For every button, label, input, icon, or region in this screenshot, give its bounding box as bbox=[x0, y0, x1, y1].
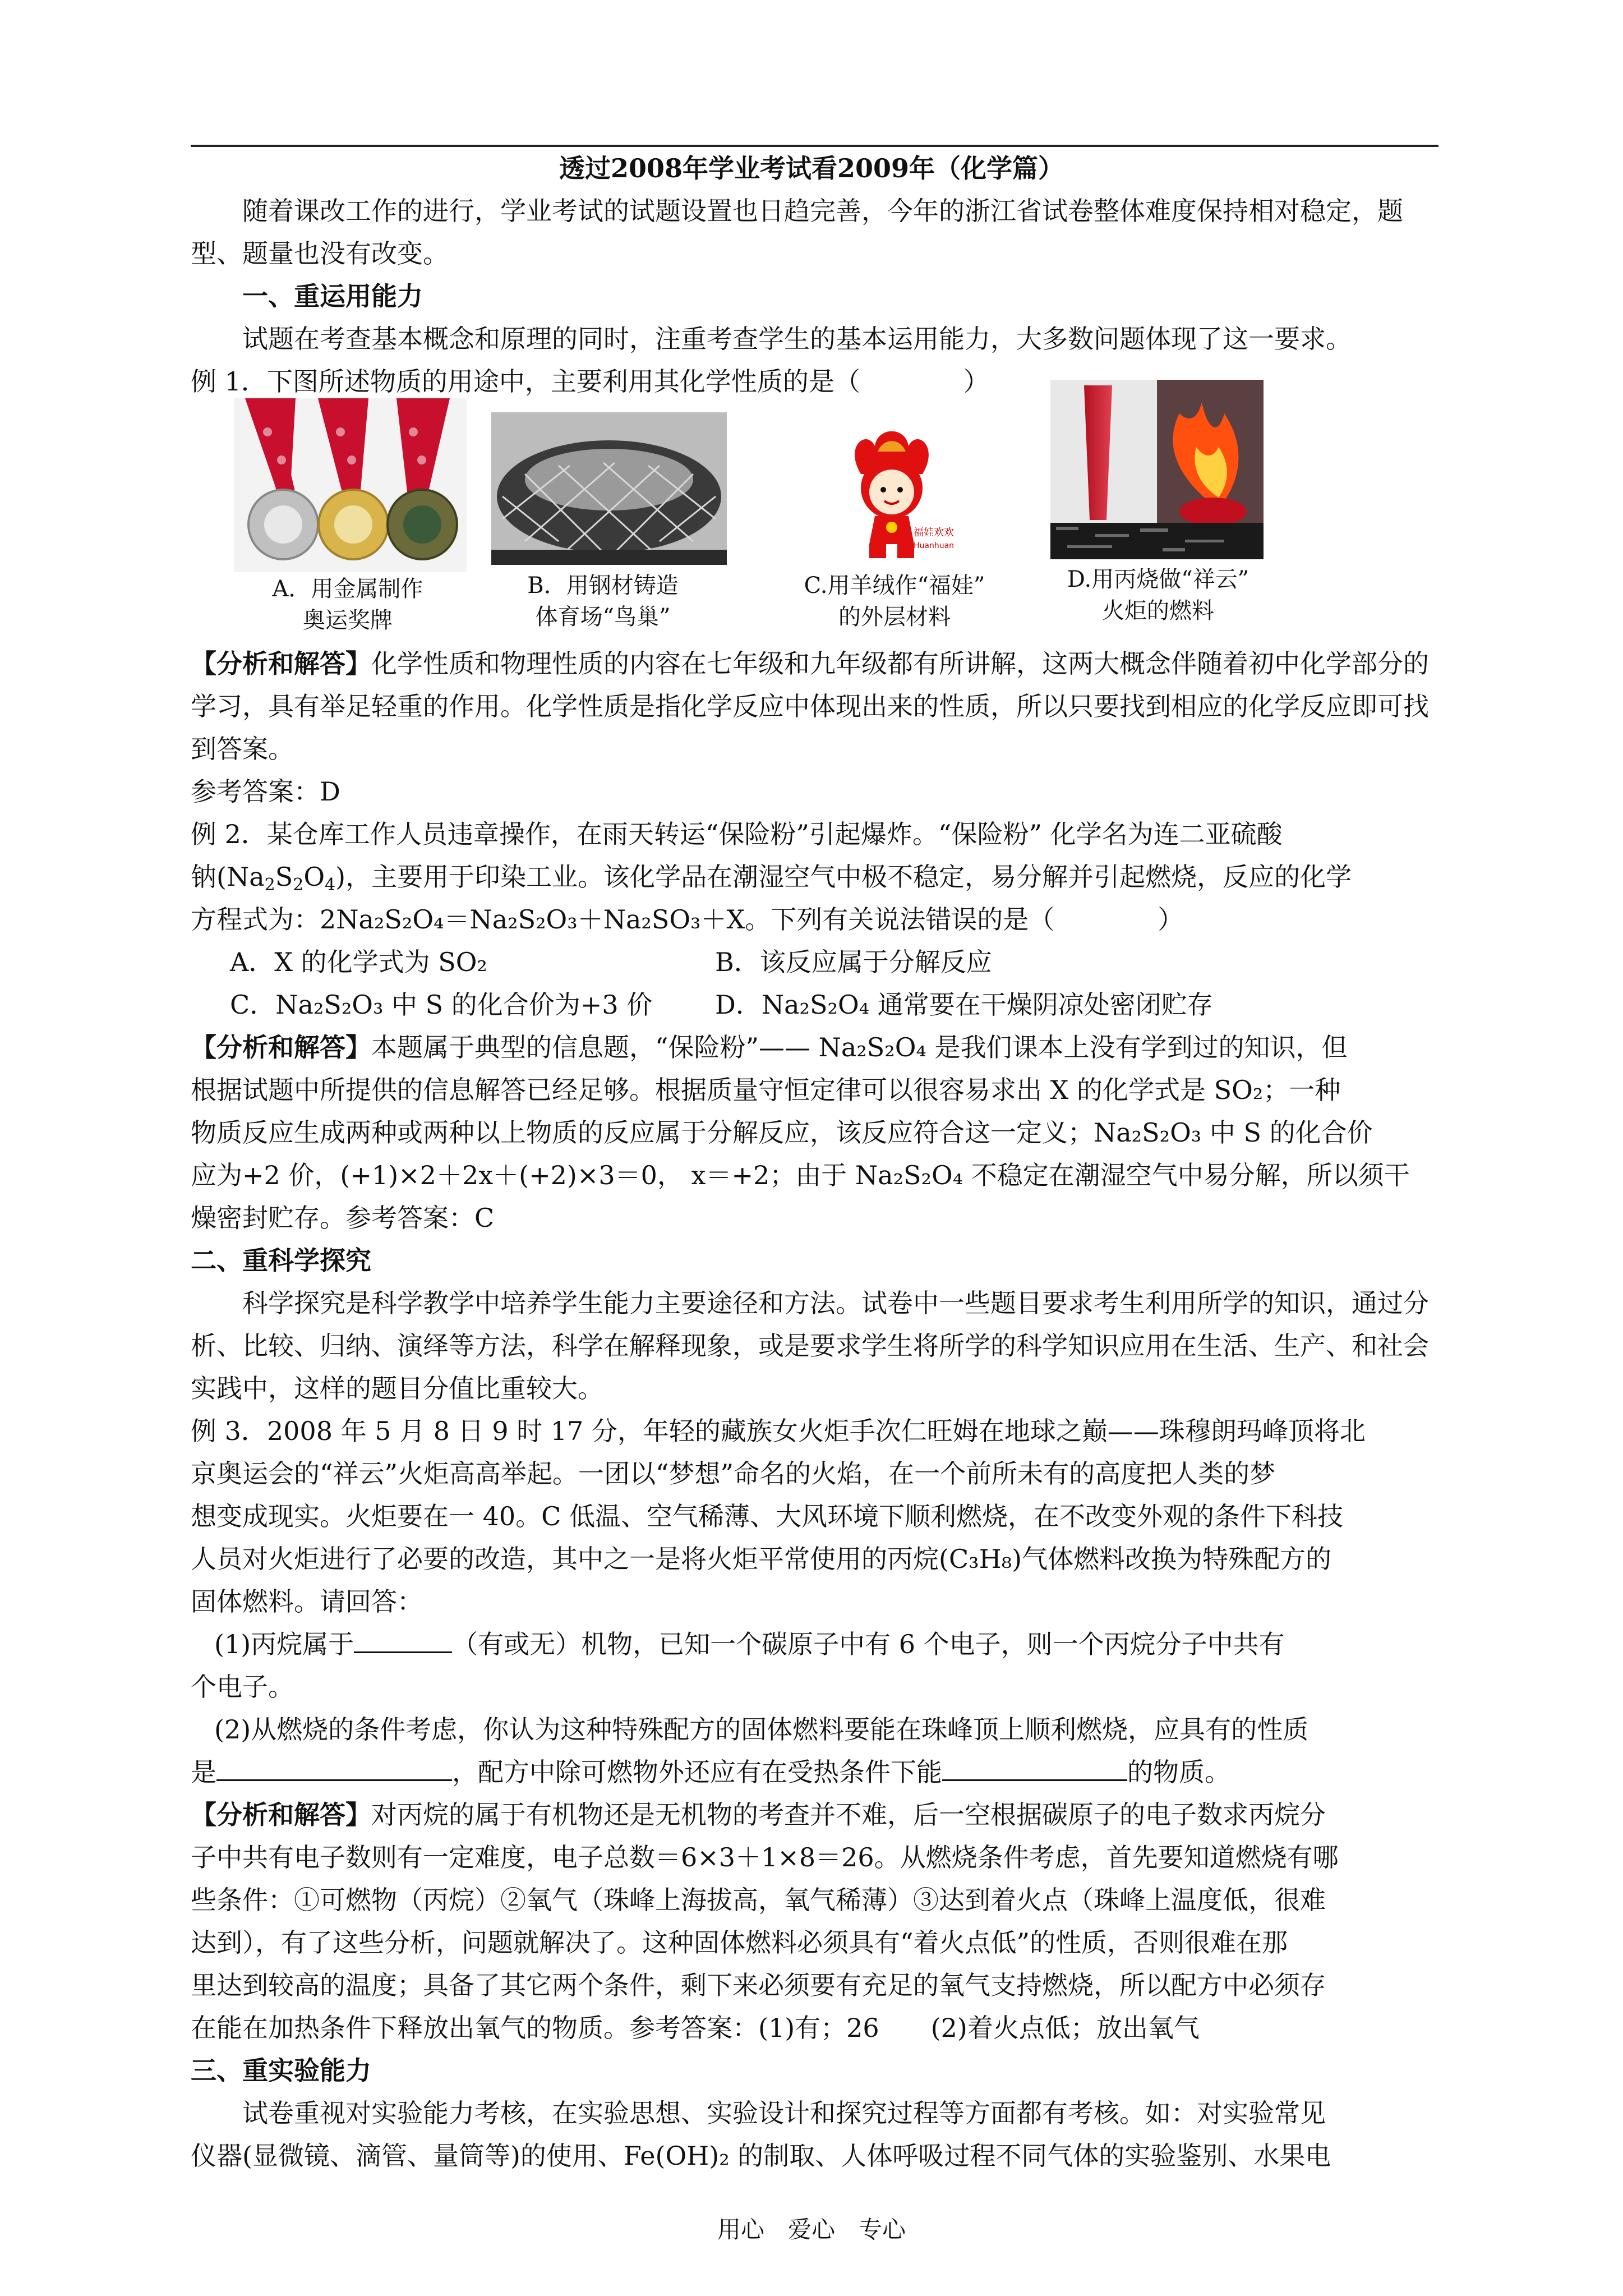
section-1-heading: 一、重运用能力 bbox=[242, 281, 423, 311]
answer-blank-3[interactable] bbox=[942, 1752, 1127, 1781]
intro-paragraph: 随着课改工作的进行，学业考试的试题设置也日趋完善，今年的浙江省试卷整体难度保持相对稳定，题型、题量也没有改变。 bbox=[191, 196, 1403, 269]
section-3-line1: 试卷重视对实验能力考核，在实验思想、实验设计和探究过程等方面都有考核。如：对实验常见 bbox=[242, 2098, 1326, 2128]
page-footer: 用心 爱心 专心 bbox=[717, 2216, 906, 2243]
sub-question-2: (2)从燃烧的条件考虑，你认为这种特殊配方的固体燃料要能在珠峰顶上顺利燃烧，应具有的性质 bbox=[214, 1714, 1309, 1745]
example-3-line4: 人员对火炬进行了必要的改造，其中之一是将火炬平常使用的丙烷(C₃H₈)气体燃料改换为特殊配方的 bbox=[191, 1544, 1332, 1574]
svg-text:Huanhuan: Huanhuan bbox=[913, 541, 955, 550]
example-3-analysis-line5: 里达到较高的温度；具备了其它两个条件，剩下来必须要有充足的氧气支持燃烧，所以配方中必须存 bbox=[191, 1970, 1326, 2000]
example-3-line1: 例 3．2008 年 5 月 8 日 9 时 17 分，年轻的藏族女火炬手次仁旺姆在地球之巅——珠穆朗玛峰顶将北 bbox=[191, 1416, 1366, 1446]
caption-b-line1: B．用钢材铸造 bbox=[527, 573, 679, 599]
analysis-label: 【分析和解答】 bbox=[191, 1032, 371, 1062]
example-1-analysis bbox=[191, 642, 1438, 770]
caption-c-line2: 的外层材料 bbox=[838, 604, 951, 630]
example-2-analysis-line4: 应为+2 价，(+1)×2＋2x＋(+2)×3＝0， x＝+2；由于 Na₂S₂O₄ 不稳定在潮湿空气中易分解，所以须干 bbox=[191, 1160, 1410, 1190]
svg-text:福娃欢欢: 福娃欢欢 bbox=[914, 527, 954, 539]
example-2-analysis-line3: 物质反应生成两种或两种以上物质的反应属于分解反应，该反应符合这一定义；Na₂S₂O₃ 中 S 的化合价 bbox=[191, 1117, 1373, 1148]
option-c: C．Na₂S₂O₃ 中 S 的化合价为+3 价 bbox=[230, 990, 653, 1020]
example-3-analysis-line6: 在能在加热条件下释放出氧气的物质。参考答案：(1)有；26 (2)着火点低；放出氧气 bbox=[191, 2013, 1200, 2043]
example-3-line3: 想变成现实。火炬要在一 40。C 低温、空气稀薄、大风环境下顺利燃烧，在不改变外观的条件下科技 bbox=[191, 1501, 1343, 1531]
torch-image bbox=[1050, 380, 1264, 559]
option-a: A．X 的化学式为 SO₂ bbox=[230, 947, 487, 977]
analysis-label: 【分析和解答】 bbox=[191, 1800, 371, 1830]
caption-a-line1: A．用金属制作 bbox=[272, 576, 423, 602]
section-2-heading: 二、重科学探究 bbox=[191, 1245, 371, 1276]
sub-question-1: (1)丙烷属于 （有或无）机物，已知一个碳原子中有 6 个电子，则一个丙烷分子中共有 bbox=[214, 1623, 1285, 1665]
example-2-analysis-line2: 根据试题中所提供的信息解答已经足够。根据质量守恒定律可以很容易求出 X 的化学式是 SO₂；一种 bbox=[191, 1075, 1341, 1105]
section-2-text: 科学探究是科学教学中培养学生能力主要途径和方法。试卷中一些题目要求考生利用所学的知识，通过分析、比较、归纳、演绎等方法，科学在解释现象，或是要求学生将所学的科学知识应用在生活、生产、和社会实践中，这样的题目分值比重较大。 bbox=[191, 1288, 1429, 1404]
example-3-analysis-line4: 达到），有了这些分析，问题就解决了。这种固体燃料必须具有“着火点低”的性质，否则很难在那 bbox=[191, 1927, 1288, 1958]
example-1-answer: 参考答案：D bbox=[191, 776, 340, 807]
answer-blank-2[interactable] bbox=[216, 1752, 452, 1781]
document-title: 透过2008年学业考试看2009年（化学篇） bbox=[559, 153, 1064, 183]
example-3-analysis-line2: 子中共有电子数则有一定难度，电子总数＝6×3＋1×8＝26。从燃烧条件考虑，首先要知道燃烧有哪 bbox=[191, 1842, 1339, 1872]
example-1-question: 例 1．下图所述物质的用途中，主要利用其化学性质的是（ ） bbox=[191, 366, 989, 397]
option-b: B．该反应属于分解反应 bbox=[715, 947, 992, 977]
example-2-line1: 例 2．某仓库工作人员违章操作，在雨天转运“保险粉”引起爆炸。“保险粉” 化学名为连二亚硫酸 bbox=[191, 819, 1283, 849]
mascot-image bbox=[822, 424, 962, 564]
caption-c-line1: C.用羊绒作“福娃” bbox=[804, 573, 985, 599]
sub-question-2-cont: 是 ，配方中除可燃物外还应有在受热条件下能 的物质。 bbox=[191, 1751, 1230, 1793]
section-1-text: 试题在考查基本概念和原理的同时，注重考查学生的基本运用能力，大多数问题体现了这一要求。 bbox=[242, 324, 1352, 354]
caption-a-line2: 奥运奖牌 bbox=[303, 608, 393, 633]
section-3-heading: 三、重实验能力 bbox=[191, 2055, 371, 2086]
example-2-analysis-line1: 【分析和解答】本题属于典型的信息题，“保险粉”—— Na₂S₂O₄ 是我们课本上没有学到过的知识，但 bbox=[191, 1032, 1348, 1062]
section-3-line2: 仪器(显微镜、滴管、量筒等)的使用、Fe(OH)₂ 的制取、人体呼吸过程不同气体的实验鉴别、水果电 bbox=[191, 2141, 1331, 2171]
example-2-analysis-line5: 燥密封贮存。参考答案：C bbox=[191, 1203, 495, 1233]
example-3-line2: 京奥运会的“祥云”火炬高高举起。一团以“梦想”命名的火焰，在一个前所未有的高度把人类的梦 bbox=[191, 1458, 1276, 1489]
medals-image bbox=[234, 398, 467, 572]
analysis-label: 【分析和解答】 bbox=[191, 648, 371, 679]
answer-blank-1[interactable] bbox=[354, 1625, 452, 1653]
example-3-analysis-line3: 些条件：①可燃物（丙烷）②氧气（珠峰上海拔高，氧气稀薄）③达到着火点（珠峰上温度低，很难 bbox=[191, 1885, 1326, 1915]
birds-nest-image bbox=[491, 412, 727, 565]
example-3-analysis-line1: 【分析和解答】对丙烷的属于有机物还是无机物的考查并不难，后一空根据碳原子的电子数求丙烷分 bbox=[191, 1800, 1326, 1830]
option-d: D．Na₂S₂O₄ 通常要在干燥阴凉处密闭贮存 bbox=[715, 990, 1213, 1020]
caption-b-line2: 体育场“鸟巢” bbox=[535, 604, 671, 630]
example-3-line5: 固体燃料。请回答： bbox=[191, 1586, 423, 1617]
example-2-line2: 钠$(Na_2S_2O_4)$，主要用于印染工业。该化学品在潮湿空气中极不稳定，易分解并引起燃烧，反应的化学 bbox=[191, 862, 1352, 895]
sub-question-1-cont: 个电子。 bbox=[191, 1672, 294, 1702]
analysis-text: 化学性质和物理性质的内容在七年级和九年级都有所讲解，这两大概念伴随着初中化学部分的学习，具有举足轻重的作用。化学性质是指化学反应中体现出来的性质，所以只要找到相应的化学反应即可找到答案。 bbox=[191, 648, 1429, 764]
example-2-line3: 方程式为：2Na₂S₂O₄＝Na₂S₂O₃＋Na₂SO₃＋X。下列有关说法错误的是（ ） bbox=[191, 904, 1184, 935]
caption-d-line1: D.用丙烧做“祥云” bbox=[1067, 567, 1249, 592]
caption-d-line2: 火炬的燃料 bbox=[1102, 598, 1214, 624]
